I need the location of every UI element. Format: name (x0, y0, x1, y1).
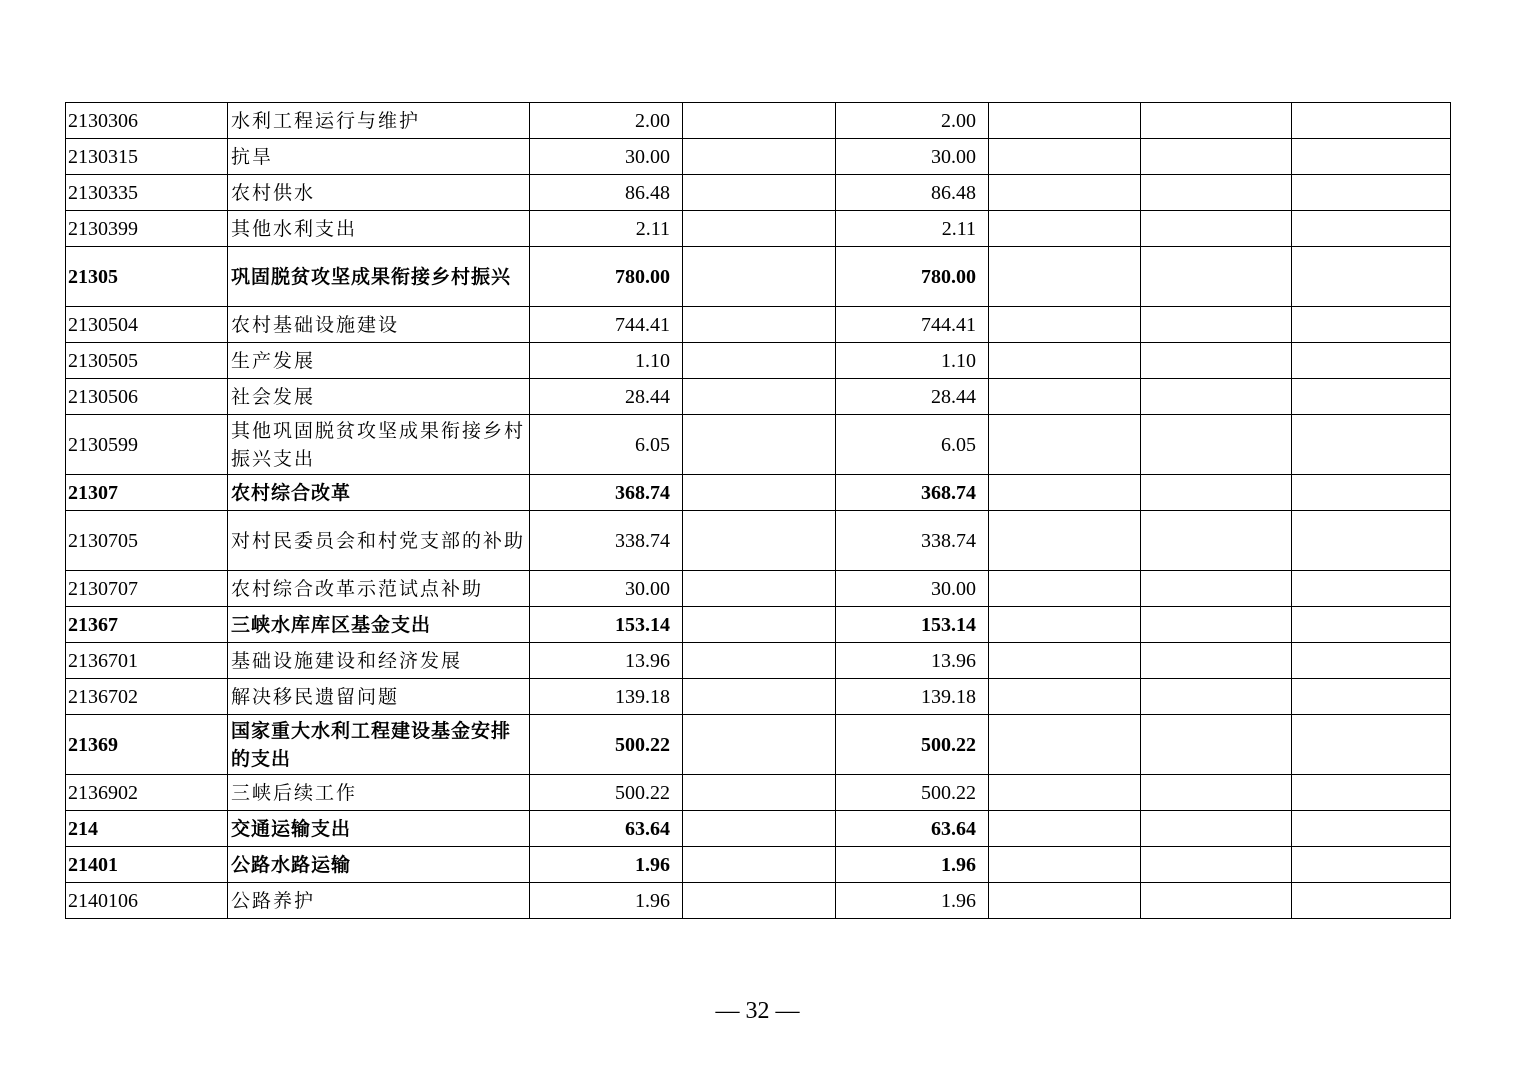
amount-cell-1: 500.22 (530, 775, 683, 811)
item-code-cell: 2130705 (66, 511, 228, 571)
amount-cell-4 (989, 103, 1141, 139)
item-code-cell: 2130707 (66, 571, 228, 607)
amount-cell-1: 2.11 (530, 211, 683, 247)
item-name-cell: 生产发展 (228, 343, 530, 379)
item-name-cell: 其他巩固脱贫攻坚成果衔接乡村振兴支出 (228, 415, 530, 475)
amount-cell-1: 744.41 (530, 307, 683, 343)
page-number: — 32 — (715, 998, 800, 1024)
item-name-cell: 水利工程运行与维护 (228, 103, 530, 139)
amount-cell-6 (1292, 139, 1451, 175)
amount-cell-6 (1292, 607, 1451, 643)
amount-cell-5 (1141, 607, 1292, 643)
amount-cell-2 (683, 571, 836, 607)
item-code-cell: 2130335 (66, 175, 228, 211)
amount-cell-5 (1141, 475, 1292, 511)
amount-cell-5 (1141, 103, 1292, 139)
amount-cell-2 (683, 511, 836, 571)
amount-cell-5 (1141, 643, 1292, 679)
amount-cell-4 (989, 139, 1141, 175)
table-row (66, 511, 1451, 571)
item-code-cell: 2130504 (66, 307, 228, 343)
amount-cell-6 (1292, 175, 1451, 211)
item-name-cell: 国家重大水利工程建设基金安排的支出 (228, 715, 530, 775)
table-row (66, 679, 1451, 715)
amount-cell-4 (989, 571, 1141, 607)
item-name-cell: 巩固脱贫攻坚成果衔接乡村振兴 (228, 247, 530, 307)
amount-cell-4 (989, 379, 1141, 415)
amount-cell-2 (683, 643, 836, 679)
amount-cell-2 (683, 307, 836, 343)
amount-cell-6 (1292, 103, 1451, 139)
amount-cell-1: 86.48 (530, 175, 683, 211)
amount-cell-4 (989, 175, 1141, 211)
table-row (66, 103, 1451, 139)
amount-cell-2 (683, 847, 836, 883)
amount-cell-1: 500.22 (530, 715, 683, 775)
amount-cell-2 (683, 247, 836, 307)
item-code-cell: 21367 (66, 607, 228, 643)
amount-cell-4 (989, 847, 1141, 883)
table-row (66, 811, 1451, 847)
amount-cell-1: 1.96 (530, 883, 683, 919)
amount-cell-3: 153.14 (836, 607, 989, 643)
amount-cell-6 (1292, 715, 1451, 775)
amount-cell-2 (683, 679, 836, 715)
amount-cell-3: 1.96 (836, 883, 989, 919)
amount-cell-3: 30.00 (836, 139, 989, 175)
item-code-cell: 2130315 (66, 139, 228, 175)
amount-cell-5 (1141, 775, 1292, 811)
amount-cell-5 (1141, 343, 1292, 379)
amount-cell-2 (683, 475, 836, 511)
amount-cell-4 (989, 307, 1141, 343)
amount-cell-2 (683, 103, 836, 139)
amount-cell-4 (989, 343, 1141, 379)
amount-cell-1: 30.00 (530, 571, 683, 607)
amount-cell-2 (683, 883, 836, 919)
item-code-cell: 21369 (66, 715, 228, 775)
amount-cell-4 (989, 211, 1141, 247)
amount-cell-1: 6.05 (530, 415, 683, 475)
table-row (66, 775, 1451, 811)
amount-cell-4 (989, 679, 1141, 715)
table-row (66, 307, 1451, 343)
amount-cell-2 (683, 343, 836, 379)
amount-cell-3: 2.00 (836, 103, 989, 139)
table-row (66, 847, 1451, 883)
amount-cell-6 (1292, 211, 1451, 247)
item-name-cell: 基础设施建设和经济发展 (228, 643, 530, 679)
item-name-cell: 公路水路运输 (228, 847, 530, 883)
amount-cell-4 (989, 511, 1141, 571)
item-name-cell: 三峡后续工作 (228, 775, 530, 811)
amount-cell-6 (1292, 883, 1451, 919)
table-row (66, 643, 1451, 679)
amount-cell-1: 368.74 (530, 475, 683, 511)
item-name-cell: 解决移民遗留问题 (228, 679, 530, 715)
item-name-cell: 交通运输支出 (228, 811, 530, 847)
table-row (66, 883, 1451, 919)
item-code-cell: 2130505 (66, 343, 228, 379)
amount-cell-1: 338.74 (530, 511, 683, 571)
item-name-cell: 社会发展 (228, 379, 530, 415)
amount-cell-4 (989, 643, 1141, 679)
table-row (66, 715, 1451, 775)
amount-cell-5 (1141, 415, 1292, 475)
table-row (66, 247, 1451, 307)
amount-cell-5 (1141, 847, 1292, 883)
amount-cell-5 (1141, 811, 1292, 847)
amount-cell-6 (1292, 379, 1451, 415)
amount-cell-3: 2.11 (836, 211, 989, 247)
item-name-cell: 农村供水 (228, 175, 530, 211)
table-row (66, 343, 1451, 379)
table-row (66, 175, 1451, 211)
item-name-cell: 农村基础设施建设 (228, 307, 530, 343)
amount-cell-6 (1292, 307, 1451, 343)
amount-cell-2 (683, 607, 836, 643)
amount-cell-3: 63.64 (836, 811, 989, 847)
amount-cell-2 (683, 811, 836, 847)
amount-cell-6 (1292, 247, 1451, 307)
table-row (66, 139, 1451, 175)
amount-cell-1: 1.96 (530, 847, 683, 883)
amount-cell-5 (1141, 715, 1292, 775)
amount-cell-3: 500.22 (836, 775, 989, 811)
amount-cell-5 (1141, 139, 1292, 175)
amount-cell-2 (683, 211, 836, 247)
item-name-cell: 对村民委员会和村党支部的补助 (228, 511, 530, 571)
table-row (66, 475, 1451, 511)
item-code-cell: 2130306 (66, 103, 228, 139)
amount-cell-3: 13.96 (836, 643, 989, 679)
amount-cell-1: 30.00 (530, 139, 683, 175)
amount-cell-5 (1141, 211, 1292, 247)
amount-cell-3: 86.48 (836, 175, 989, 211)
item-name-cell: 农村综合改革 (228, 475, 530, 511)
amount-cell-1: 153.14 (530, 607, 683, 643)
item-name-cell: 抗旱 (228, 139, 530, 175)
amount-cell-3: 139.18 (836, 679, 989, 715)
amount-cell-6 (1292, 511, 1451, 571)
amount-cell-2 (683, 175, 836, 211)
amount-cell-6 (1292, 415, 1451, 475)
amount-cell-3: 6.05 (836, 415, 989, 475)
amount-cell-4 (989, 811, 1141, 847)
item-code-cell: 21307 (66, 475, 228, 511)
amount-cell-3: 368.74 (836, 475, 989, 511)
amount-cell-1: 28.44 (530, 379, 683, 415)
amount-cell-2 (683, 139, 836, 175)
amount-cell-5 (1141, 883, 1292, 919)
item-code-cell: 21401 (66, 847, 228, 883)
amount-cell-5 (1141, 175, 1292, 211)
item-code-cell: 21305 (66, 247, 228, 307)
amount-cell-6 (1292, 475, 1451, 511)
amount-cell-4 (989, 415, 1141, 475)
amount-cell-5 (1141, 247, 1292, 307)
amount-cell-3: 30.00 (836, 571, 989, 607)
table-row (66, 571, 1451, 607)
amount-cell-3: 1.10 (836, 343, 989, 379)
amount-cell-2 (683, 379, 836, 415)
item-name-cell: 农村综合改革示范试点补助 (228, 571, 530, 607)
amount-cell-6 (1292, 643, 1451, 679)
amount-cell-6 (1292, 571, 1451, 607)
amount-cell-5 (1141, 379, 1292, 415)
amount-cell-6 (1292, 775, 1451, 811)
item-code-cell: 2130599 (66, 415, 228, 475)
amount-cell-1: 780.00 (530, 247, 683, 307)
amount-cell-3: 500.22 (836, 715, 989, 775)
item-code-cell: 2130399 (66, 211, 228, 247)
item-code-cell: 2136701 (66, 643, 228, 679)
amount-cell-6 (1292, 343, 1451, 379)
amount-cell-5 (1141, 511, 1292, 571)
item-name-cell: 三峡水库库区基金支出 (228, 607, 530, 643)
item-code-cell: 214 (66, 811, 228, 847)
item-name-cell: 公路养护 (228, 883, 530, 919)
amount-cell-1: 139.18 (530, 679, 683, 715)
amount-cell-2 (683, 715, 836, 775)
item-code-cell: 2136702 (66, 679, 228, 715)
amount-cell-1: 63.64 (530, 811, 683, 847)
amount-cell-1: 2.00 (530, 103, 683, 139)
amount-cell-2 (683, 775, 836, 811)
item-code-cell: 2130506 (66, 379, 228, 415)
amount-cell-4 (989, 775, 1141, 811)
table-row (66, 211, 1451, 247)
item-code-cell: 2140106 (66, 883, 228, 919)
amount-cell-4 (989, 883, 1141, 919)
amount-cell-4 (989, 247, 1141, 307)
amount-cell-4 (989, 715, 1141, 775)
amount-cell-4 (989, 475, 1141, 511)
table-row (66, 607, 1451, 643)
table-row (66, 415, 1451, 475)
amount-cell-6 (1292, 847, 1451, 883)
item-name-cell: 其他水利支出 (228, 211, 530, 247)
table-body (66, 103, 1451, 919)
amount-cell-1: 1.10 (530, 343, 683, 379)
amount-cell-3: 28.44 (836, 379, 989, 415)
amount-cell-3: 1.96 (836, 847, 989, 883)
amount-cell-1: 13.96 (530, 643, 683, 679)
amount-cell-4 (989, 607, 1141, 643)
budget-table (65, 102, 1451, 919)
amount-cell-6 (1292, 811, 1451, 847)
item-code-cell: 2136902 (66, 775, 228, 811)
amount-cell-5 (1141, 571, 1292, 607)
amount-cell-5 (1141, 307, 1292, 343)
amount-cell-3: 338.74 (836, 511, 989, 571)
table-row (66, 379, 1451, 415)
amount-cell-6 (1292, 679, 1451, 715)
amount-cell-3: 744.41 (836, 307, 989, 343)
amount-cell-2 (683, 415, 836, 475)
amount-cell-5 (1141, 679, 1292, 715)
amount-cell-3: 780.00 (836, 247, 989, 307)
